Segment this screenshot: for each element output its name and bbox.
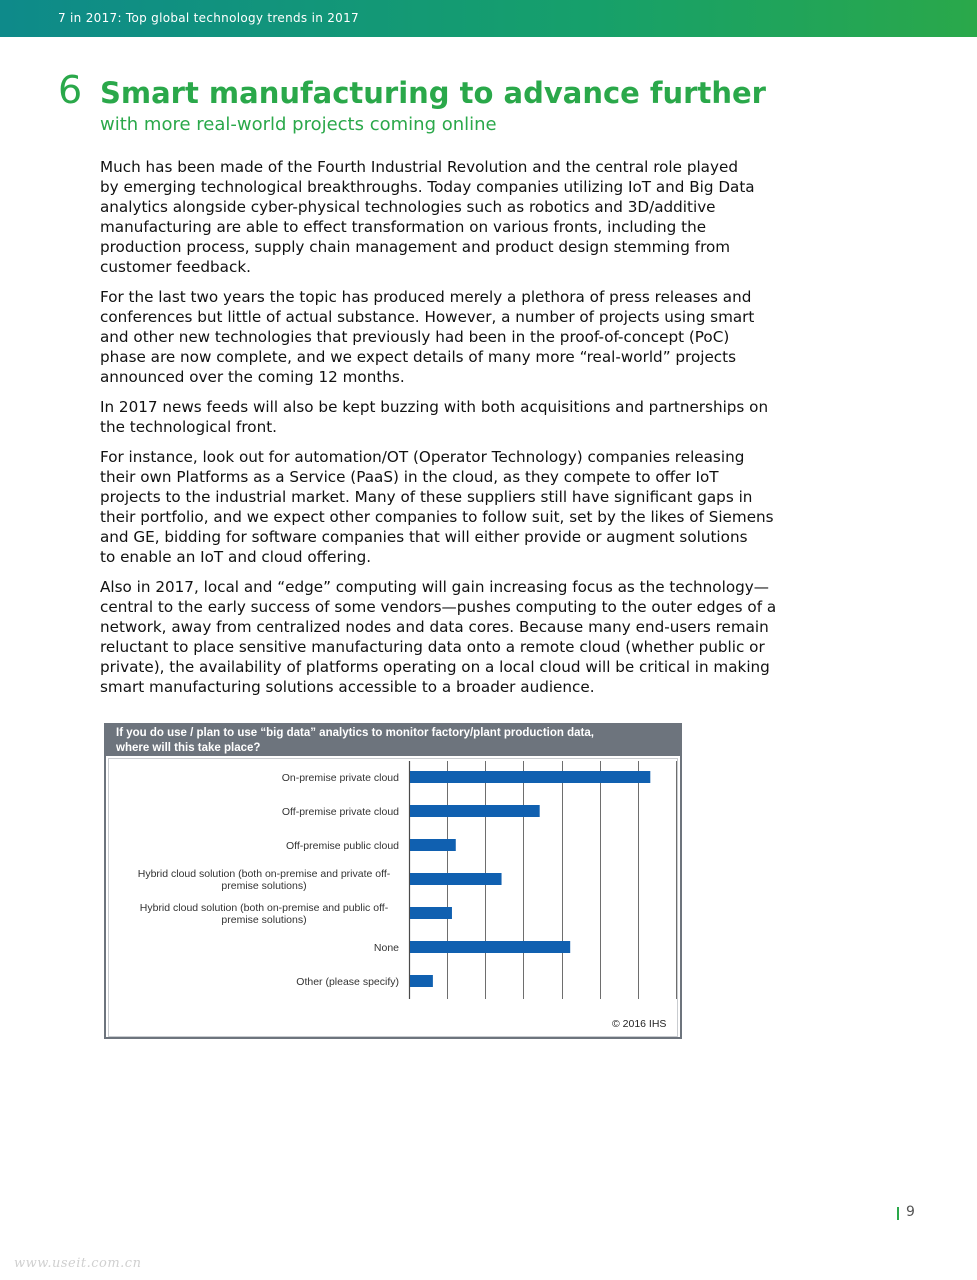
chart-bar: [410, 975, 433, 987]
chart-row: [138, 868, 502, 892]
header-bar: [0, 0, 977, 37]
chart-row: [282, 805, 540, 818]
page-number-divider: [897, 1207, 899, 1220]
watermark: www.useit.com.cn: [14, 1256, 142, 1271]
header-title: 7 in 2017: Top global technology trends in 2017: [58, 11, 359, 25]
paragraph-4: For instance, look out for automation/OT (Operator Technology) companies releasing their own Platforms as a Service (PaaS) in the cloud, as they compete to offer IoT projects to the industrial market. Many of these suppliers still have significant gaps in their portfolio, and we expect other companies to follow suit, set by the likes of Siemens and GE, bidding for software companies that will either provide or augment solutions to enable an IoT and cloud offering.: [100, 448, 774, 566]
chart-bar: [410, 907, 452, 919]
chart-bar: [410, 941, 570, 953]
bar-chart: [109, 759, 677, 1036]
paragraph-3: In 2017 news feeds will also be kept buzzing with both acquisitions and partnerships on the technological front.: [100, 398, 769, 436]
chart-title: If you do use / plan to use “big data” analytics to monitor factory/plant production data, where will this take place?: [116, 727, 594, 754]
paragraph-2: For the last two years the topic has produced merely a plethora of press releases and conferences but little of actual substance. However, a number of projects using smart and other new technologies that previously had been in the proof-of-concept (PoC) phase are now complete, and we expect details of many more “real-world” projects announced over the coming 12 months.: [100, 288, 755, 386]
section-number: 6: [58, 68, 83, 112]
page-number: 9: [906, 1204, 915, 1220]
chart-bar: [410, 839, 456, 851]
chart-category-label: On-premise private cloud: [281, 772, 399, 784]
chart-bar: [410, 805, 540, 817]
paragraph-1: Much has been made of the Fourth Industrial Revolution and the central role played by emerging technological breakthroughs. Today companies utilizing IoT and Big Data analytics alongside cyber-physical technologies such as robotics and 3D/additive manufacturing are able to effect transformation on various fronts, including the production process, supply chain management and product design stemming from customer feedback.: [100, 158, 755, 276]
chart-row: [286, 839, 456, 852]
chart-row: [296, 975, 433, 988]
chart-category-label: Hybrid cloud solution (both on-premise and private off-premise solutions): [137, 868, 391, 892]
chart-bar: [410, 771, 650, 783]
chart-row: [374, 941, 570, 954]
chart-category-label: None: [373, 942, 399, 954]
chart-category-label: Hybrid cloud solution (both on-premise and public off-premise solutions): [139, 902, 389, 926]
section-title: Smart manufacturing to advance further: [100, 76, 766, 110]
chart-category-label: Off-premise private cloud: [281, 806, 399, 818]
chart-category-label: Other (please specify): [296, 976, 399, 988]
chart-row: [282, 771, 651, 784]
chart-box: [104, 723, 682, 1039]
section-subtitle: with more real-world projects coming online: [100, 114, 497, 135]
paragraph-5: Also in 2017, local and “edge” computing will gain increasing focus as the technology— central to the early success of some vendors—pushes computing to the outer edges of a network, away from centralized nodes and data cores. Because many end-users remain reluctant to place sensitive manufacturing data onto a remote cloud (whether public or private), the availability of platforms operating on a local cloud will be critical in making smart manufacturing solutions accessible to a broader audience.: [100, 578, 777, 696]
chart-bar: [410, 873, 502, 885]
chart-category-label: Off-premise public cloud: [285, 840, 399, 852]
chart-header: [106, 725, 680, 756]
body-text: [100, 157, 845, 707]
chart-copyright: © 2016 IHS: [612, 1018, 667, 1030]
chart-row: [140, 902, 452, 926]
chart-plot-frame: [108, 758, 678, 1037]
